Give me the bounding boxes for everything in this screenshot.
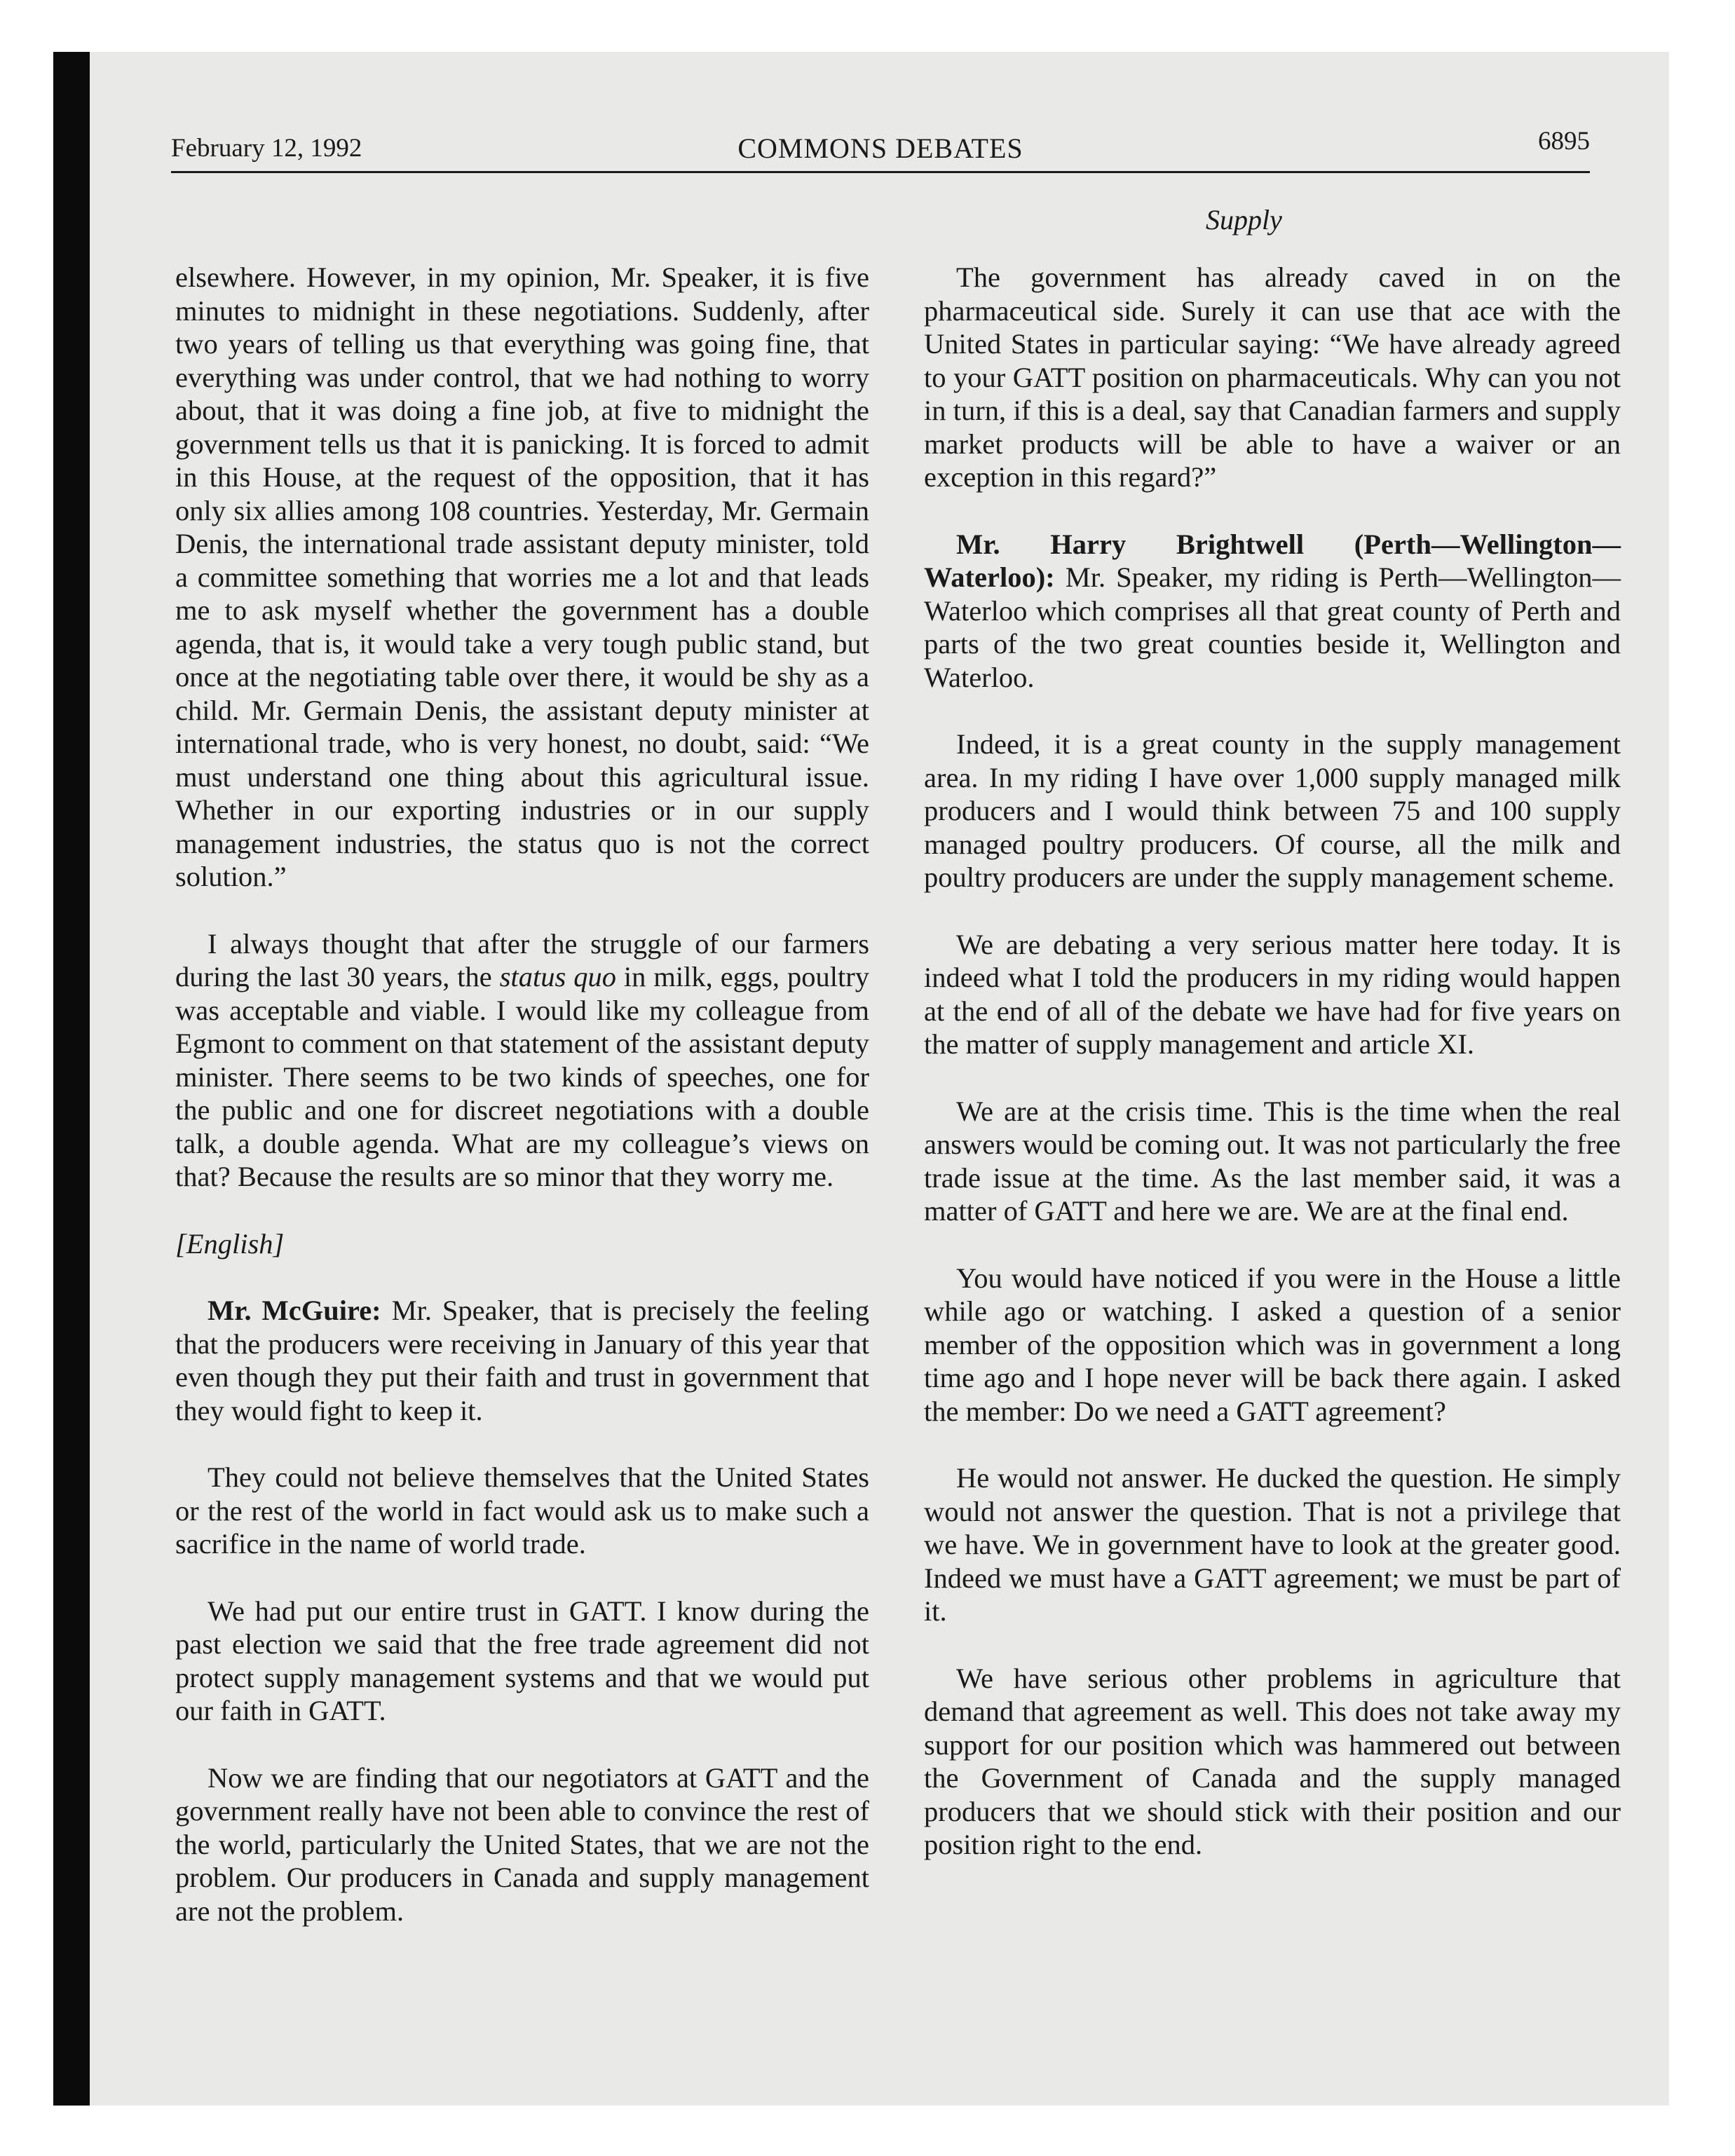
right-column	[924, 261, 1621, 1895]
paragraph: Indeed, it is a great county in the supply management area. In my riding I have over 1,000 supply managed milk producers and I would think between 75 and 100 supply managed poultry producers. Of course, all the milk and poultry producers are under the supply management scheme.	[924, 728, 1621, 893]
text-run: Mr. Speaker, my riding is Perth—Wellington—Waterloo which comprises all that great county of Perth and parts of the two great counties beside it, Wellington and Waterloo.	[924, 561, 1621, 693]
paragraph: Now we are finding that our negotiators at GATT and the government really have not been able to convince the rest of the world, particularly the United States, that we are not the problem. Our producers in Canada and supply management are not the problem.	[175, 1761, 869, 1927]
page-number: 6895	[1538, 127, 1590, 156]
paragraph: They could not believe themselves that the United States or the rest of the world in fact would ask us to make such a sacrifice in the name of world trade.	[175, 1461, 869, 1560]
paragraph	[175, 927, 869, 1194]
left-column	[175, 261, 869, 1961]
header-date: February 12, 1992	[171, 134, 362, 163]
paragraph: The government has already caved in on the pharmaceutical side. Surely it can use that ace with the United States in particular saying: “We have already agreed to your GATT position on pharmaceuticals. Why can you not in turn, if this is a deal, say that Canadian farmers and supply market products will be able to have a waiver or an exception in this regard?”	[924, 261, 1621, 493]
header-rule	[171, 171, 1590, 173]
text-run: in milk, eggs, poultry was acceptable and viable. I would like my colleague from Egmont to comment on that statement of the assistant deputy minister. There seems to be two kinds of speeches, one for the public and one for discreet negotiations with a double talk, a double agenda. What are my colleague’s views on that? Because the results are so minor that they worry me.	[175, 961, 869, 1192]
paragraph: We are at the crisis time. This is the time when the real answers would be coming out. It was not particularly the free trade issue at the time. As the last member said, it was a matter of GATT and here we are. We are at the final end.	[924, 1095, 1621, 1227]
language-tag: [English]	[175, 1227, 285, 1260]
speaker-name: Mr. Harry Brightwell (Perth—Wellington—Waterloo):	[924, 528, 1621, 593]
scan-edge-bar	[53, 52, 90, 2106]
paragraph: He would not answer. He ducked the question. He simply would not answer the question. That is not a privilege that we have. We in government have to look at the greater good. Indeed we must have a GATT agreement; we must be part of it.	[924, 1462, 1621, 1627]
paragraph	[175, 1294, 869, 1427]
text-run: Mr. Speaker, that is precisely the feeling that the producers were receiving in January of this year that even though they put their faith and trust in government that they would fight to keep it.	[175, 1295, 870, 1426]
speaker-name: Mr. McGuire:	[207, 1295, 381, 1326]
paragraph: elsewhere. However, in my opinion, Mr. Speaker, it is five minutes to midnight in these negotiations. Suddenly, after two years of telling us that everything was going fine, that everything was under control, that we had nothing to worry about, that it was doing a fine job, at five to midnight the government tells us that it is panicking. It is forced to admit in this House, at the request of the opposition, that it has only six allies among 108 countries. Yesterday, Mr. Germain Denis, the international trade assistant deputy minister, told a committee something that worries me a lot and that leads me to ask myself whether the government has a double agenda, that is, it would take a very tough public stand, but once at the negotiating table over there, it would be shy as a child. Mr. Germain Denis, the assistant deputy minister at international trade, who is very honest, no doubt, said: “We must understand one thing about this agricultural issue. Whether in our exporting industries or in our supply management industries, the status quo is not the correct solution.”	[175, 261, 869, 892]
section-heading: Supply	[1206, 204, 1282, 236]
paragraph: We had put our entire trust in GATT. I know during the past election we said that the free trade agreement did not protect supply management systems and that we would put our faith in GATT.	[175, 1595, 869, 1726]
text-run: I always thought that after the struggle of our farmers during the last 30 years, the	[175, 927, 869, 992]
paragraph	[924, 528, 1621, 695]
page-header	[171, 126, 1590, 168]
paragraph: We are debating a very serious matter here today. It is indeed what I told the producers in my riding would happen at the end of all of the debate we have had for five years on the matter of supply management and article XI.	[924, 928, 1621, 1060]
header-title: COMMONS DEBATES	[737, 132, 1023, 164]
paragraph: You would have noticed if you were in the House a little while ago or watching. I asked a question of a senior member of the opposition which was in government a long time ago and I hope never will be back there again. I asked the member: Do we need a GATT agreement?	[924, 1262, 1621, 1427]
paragraph: We have serious other problems in agriculture that demand that agreement as well. This does not take away my support for our position which was hammered out between the Government of Canada and the supply managed producers that we should stick with their position and our position right to the end.	[924, 1662, 1621, 1860]
italic-phrase: status quo	[499, 961, 616, 992]
